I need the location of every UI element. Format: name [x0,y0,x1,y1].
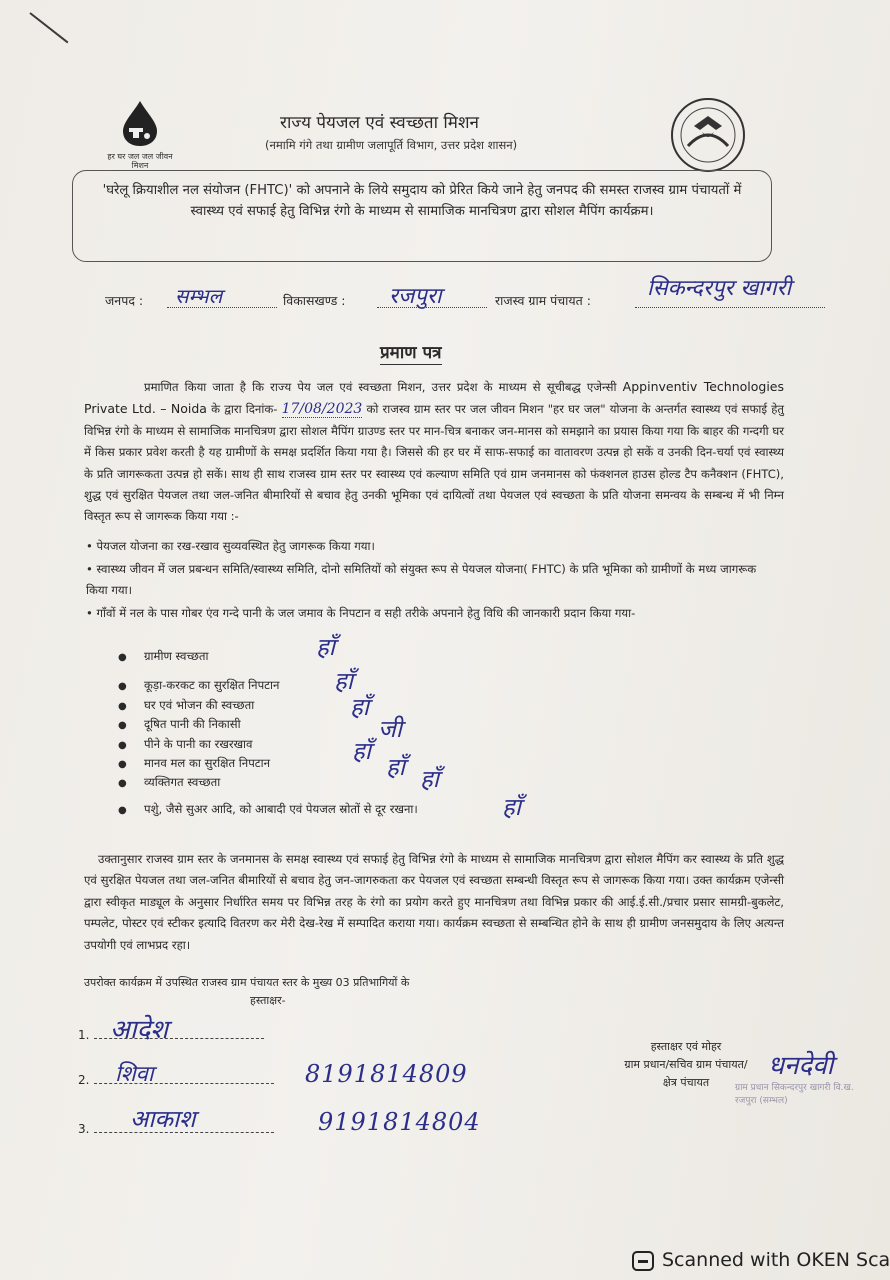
certificate-paragraph [84,376,784,528]
district-value: सम्भल [175,284,223,308]
item-animals: ● पशुे, जैसे सुअर आदि, को आबादी एवं पेयजल स्रोतों से दूर रखना। [118,802,418,816]
panchayat-dots [635,306,825,308]
logo-caption: हर घर जल जल जीवन मिशन [107,152,173,170]
participant-3-phone: 9191814804 [318,1108,481,1136]
answer-8: हाँ [502,793,521,821]
scanner-watermark: Scanned with OKEN Sca [632,1249,890,1271]
answer-3: हाँ [350,693,369,721]
location-row [105,276,845,314]
sign-and-seal-label: हस्ताक्षर एवं मोहर [650,1040,722,1053]
answer-4: जी [378,715,403,743]
item-rural-sanitation: ● ग्रामीण स्वच्छता [118,649,209,663]
answer-5: हाँ [352,737,371,765]
item-excreta-disposal: ● मानव मल का सुरक्षित निपटान [118,756,271,770]
block-label: विकासखण्ड : [283,293,346,308]
block-dots [377,306,487,308]
participant-row-1: 1. [78,1028,264,1042]
pradhan-secretary-label: ग्राम प्रधान/सचिव ग्राम पंचायत/ [624,1058,748,1071]
panchayat-label: राजस्व ग्राम पंचायत : [495,293,591,308]
panchayat-value: सिकन्दरपुर खागरी [647,276,792,301]
program-title-box: 'घरेलू क्रियाशील नल संयोजन (FHTC)' को अपनाने के लिये समुदाय को प्रेरित किये जाने हेतु जनपद की समस्त राजस्व ग्राम पंचायतों में स्वास्थ्य एवं सफाई हेतु विभिन्न रंगो के माध्यम से सामाजिक मानचित्रण द्वारा सोशल मैपिंग कार्यक्रम। [72,170,772,262]
agency-name: Appinventiv Technologies Private Ltd. – Noida [84,379,784,417]
scanner-logo-icon [632,1251,654,1271]
para-rest: को राजस्व ग्राम स्तर पर जल जीवन मिशन "हर घर जल" योजना के अन्तर्गत स्वास्थ्य एवं सफाई हेतु विभिन्न रंगो के माध्यम से सामाजिक मानचित्रण द्वारा सोशल मैपिंग ग्राउण्ड स्तर पर मान-चित्र बनाकर जन-मानस को समझाने का प्रयास किया गया कि बाहर की गन्दगी घर में किस प्रकार प्रवेश करती है यह ग्रामीणों के समक्ष प्रदर्शित किया गया है। जिससे की हर घर में साफ-सफाई का वातावरण उत्पन्न हो सकें व उनकी दिन-चर्या एवं स्वास्थ्य के प्रति जागरूकता उत्पन्न हो सकें। साथ ही साथ राजस्व ग्राम स्तर पर स्वास्थ्य एवं कल्याण समिति एवं ग्राम जनमानस को फंक्शनल हाउस होल्ड टैप कनैक्शन (FHTC), शुद्ध एवं सुरक्षित पेयजल तथा जल-जनित बीमारियों से बचाव हेतु उनकी भूमिका एवं दायित्वों तथा पेयजल एवं स्वच्छता के प्रति योजना समन्वय के सम्बन्ध में भी निम्न विस्तृत रूप से जागरूक किया गया :- [84,402,785,524]
answer-1: हाँ [316,633,335,661]
block-value: रजपुरा [389,284,442,309]
mission-subtitle: (नमामि गंगे तथा ग्रामीण जलापूर्ति विभाग, उत्तर प्रदेश शासन) [265,138,518,152]
para-start: प्रमाणित किया जाता है कि राज्य पेय जल एवं स्वच्छता मिशन, उत्तर प्रदेश के माध्यम से सूचीबद्ध एजेन्सी [144,380,617,394]
district-label: जनपद : [105,293,144,308]
item-home-food-hygiene: ● घर एवं भोजन की स्वच्छता [118,698,255,712]
participant-2-signature: शिवा [115,1062,154,1087]
participant-2-phone: 8191814809 [305,1060,468,1088]
bullet-maintenance: • पेयजल योजना का रख-रखाव सुव्यवस्थित हेतु जागरूक किया गया। [86,539,375,553]
bullet-committee: • स्वास्थ्य जीवन में जल प्रबन्धन समिति/स्वास्थ्य समिति, दोनो समितियों को संयुक्त रूप से पेयजल योजना( FHTC) के प्रति भूमिका को ग्रामीणों के मध्य जागरूक किया गया। [86,562,757,597]
participants-signature-label: हस्ताक्षर- [250,994,286,1007]
item-drinking-water: ● पीने के पानी का रखरखाव [118,737,253,751]
closing-paragraph: उक्तानुसार राजस्व ग्राम स्तर के जनमानस के समक्ष स्वास्थ्य एवं सफाई हेतु विभिन्न रंगो के माध्यम से सामाजिक मानचित्रण द्वारा सोशल मैपिंग कर स्वास्थ्य के प्रति शुद्ध एवं सुरक्षित पेयजल तथा जल-जनित बीमारियों से बचाव हेतु जन-जागरुकता कर पेयजल एवं स्वच्छता सम्बन्धी विस्तृत रूप से जागरूक किया गया। उक्त कार्यक्रम एजेन्सी द्वारा स्वीकृत माड्यूल के अनुसार निर्धारित समय पर विभिन्न तरह के रंगो का प्रयोग करते हुए मानचित्रण तथा विभिन्न प्रकार की आई.ई.सी./प्रचार प्रसार सामग्री-बुकलेट, पम्पलेट, पोस्टर एवं स्टीकर इत्यादि वितरण कर मेरी देख-रेख में सम्पादित कराया गया। कार्यक्रम स्वच्छता से सम्बन्धित होने के साथ ही ग्रामीण जनसमुदाय के लिए अत्यन्त उपयोगी एवं लाभप्रद रहा। [84,852,784,952]
participant-row-2: 2. [78,1073,274,1087]
item-waste-disposal: ● कूड़ा-करकट का सुरक्षित निपटान [118,678,280,692]
participant-1-signature: आदेश [110,1015,169,1045]
answer-6: हाँ [386,753,405,781]
participant-3-signature: आकाश [130,1105,196,1133]
kshetra-panchayat-label: क्षेत्र पंचायत [662,1076,710,1089]
up-govt-emblem [664,96,752,174]
answer-7: हाँ [420,765,439,793]
certificate-title: प्रमाण पत्र [380,340,442,365]
pen-mark [29,12,68,43]
mission-title: राज्य पेयजल एवं स्वच्छता मिशन [280,113,479,133]
participants-line: उपरोक्त कार्यक्रम में उपस्थित राजस्व ग्राम पंचायत स्तर के मुख्य 03 प्रतिभागियों के [84,976,410,989]
item-wastewater: ● दूषित पानी की निकासी [118,717,241,731]
district-dots [167,306,277,308]
official-stamp: ग्राम प्रधान सिकन्दरपुर खागरी वि.ख. रजपुरा (सम्भल) [735,1083,854,1106]
har-ghar-jal-logo [105,98,175,178]
answer-2: हाँ [334,667,353,695]
date-value: 17/08/2023 [281,401,363,418]
participant-row-3: 3. [78,1122,274,1136]
water-drop-icon [115,98,165,148]
bullet-drainage: • गाँवों में नल के पास गोबर एंव गन्दे पानी के जल जमाव के निपटान व सही तरीके अपनाने हेतु विधि की जानकारी प्रदान किया गया- [86,606,636,620]
pradhan-signature: धनदेवी [768,1051,834,1081]
date-label: के द्वारा दिनांक- [211,402,278,417]
item-personal-hygiene: ● व्यक्तिगत स्वच्छता [118,775,221,789]
